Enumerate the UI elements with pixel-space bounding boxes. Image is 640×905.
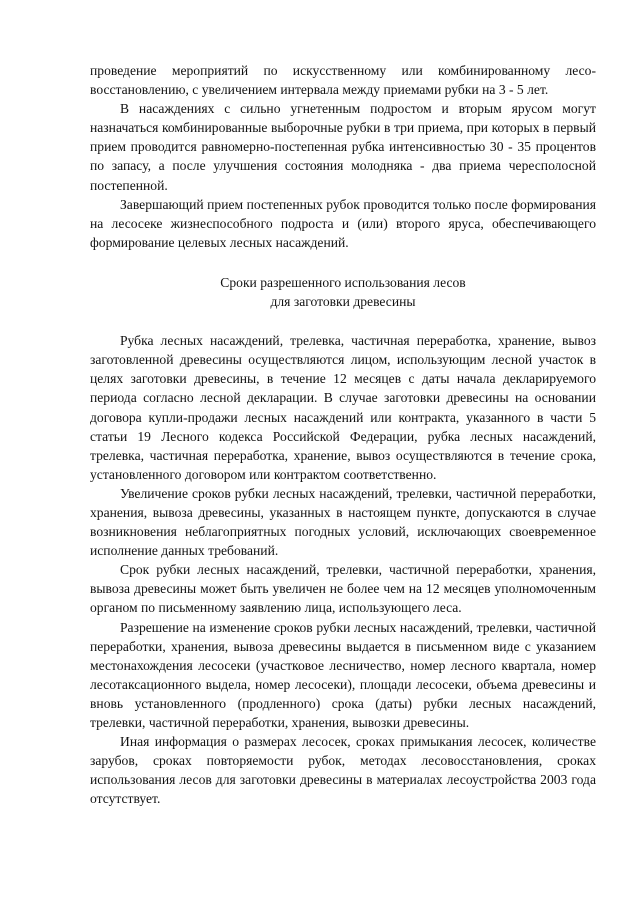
section-heading (90, 273, 596, 311)
paragraph-continuation: проведение мероприятий по искусственному или комбинированному лесовосстановлению, с увеличением интервала между приемами рубки на 3 - 5 лет. (90, 63, 596, 98)
section-heading-line-1: Сроки разрешенного использования лесов (220, 274, 466, 290)
paragraph-final-cutting: Завершающий прием постепенных рубок проводится только после формирования на лесосеке жизнеспособного подроста и (или) второго яруса, обеспечивающего формирование целевых лесных насаждений. (90, 196, 596, 250)
paragraph-other-information: Иная информация о размерах лесосек, сроках примыкания лесосек, количестве зарубов, сроках повторяемости рубок, методах лесовосстановления, сроках использования лесов для заготовки древесины в материалах лесоустройства 2003 года отсутствует. (90, 734, 596, 807)
paragraph-suppressed-undergrowth: В насаждениях с сильно угнетенным подростом и вторым ярусом могут назначаться комбинированные выборочные рубки в три приема, при которых в первый прием проводится равномерно-постепенная рубка интенсивностью 30 - 35 процентов по запасу, а после улучшения состояния молодняка - два приема чересполосной постепенной. (90, 101, 596, 193)
paragraph-extension-permit: Разрешение на изменение сроков рубки лесных насаждений, трелевки, частичной переработки, хранения, вывоза древесины выдается в письменном виде с указанием местонахождения лесосеки (участковое лесничество, номер лесного квартала, номер лесотаксационного выдела, номер лесосеки), площади лесосеки, объема древесины и вновь установленного (продленного) срока (даты) рубки лесных насаждений, трелевки, частичной переработки, хранения, вывозки древесины. (90, 619, 596, 730)
paragraph-extension-limit: Срок рубки лесных насаждений, трелевки, частичной переработки, хранения, вывоза древесины может быть увеличен не более чем на 12 месяцев уполномоченным органом по письменному заявлению лица, использующего леса. (90, 562, 596, 616)
paragraph-extension-conditions: Увеличение сроков рубки лесных насаждений, трелевки, частичной переработки, хранения, вывоза древесины, указанных в настоящем пункте, допускаются в случае возникновения неблагоприятных погодных условий, исключающих своевременное исполнение данных требований. (90, 485, 596, 559)
paragraph-logging-terms: Рубка лесных насаждений, трелевка, частичная переработка, хранение, вывоз заготовленной древесины осуществляются лицом, использующим лесной участок в целях заготовки древесины, в течение 12 месяцев с даты начала декларируемого периода согласно лесной декларации. В случае заготовки древесины на основании договора купли-продажи лесных насаждений или контракта, указанного в части 5 статьи 19 Лесного кодекса Российской Федерации, рубка лесных насаждений, трелевка, частичная переработка, хранение, вывоз осуществляются в течение срока, установленного договором или контрактом соответственно. (90, 333, 596, 482)
document-body (90, 61, 596, 808)
section-heading-line-2: для заготовки древесины (270, 294, 416, 310)
